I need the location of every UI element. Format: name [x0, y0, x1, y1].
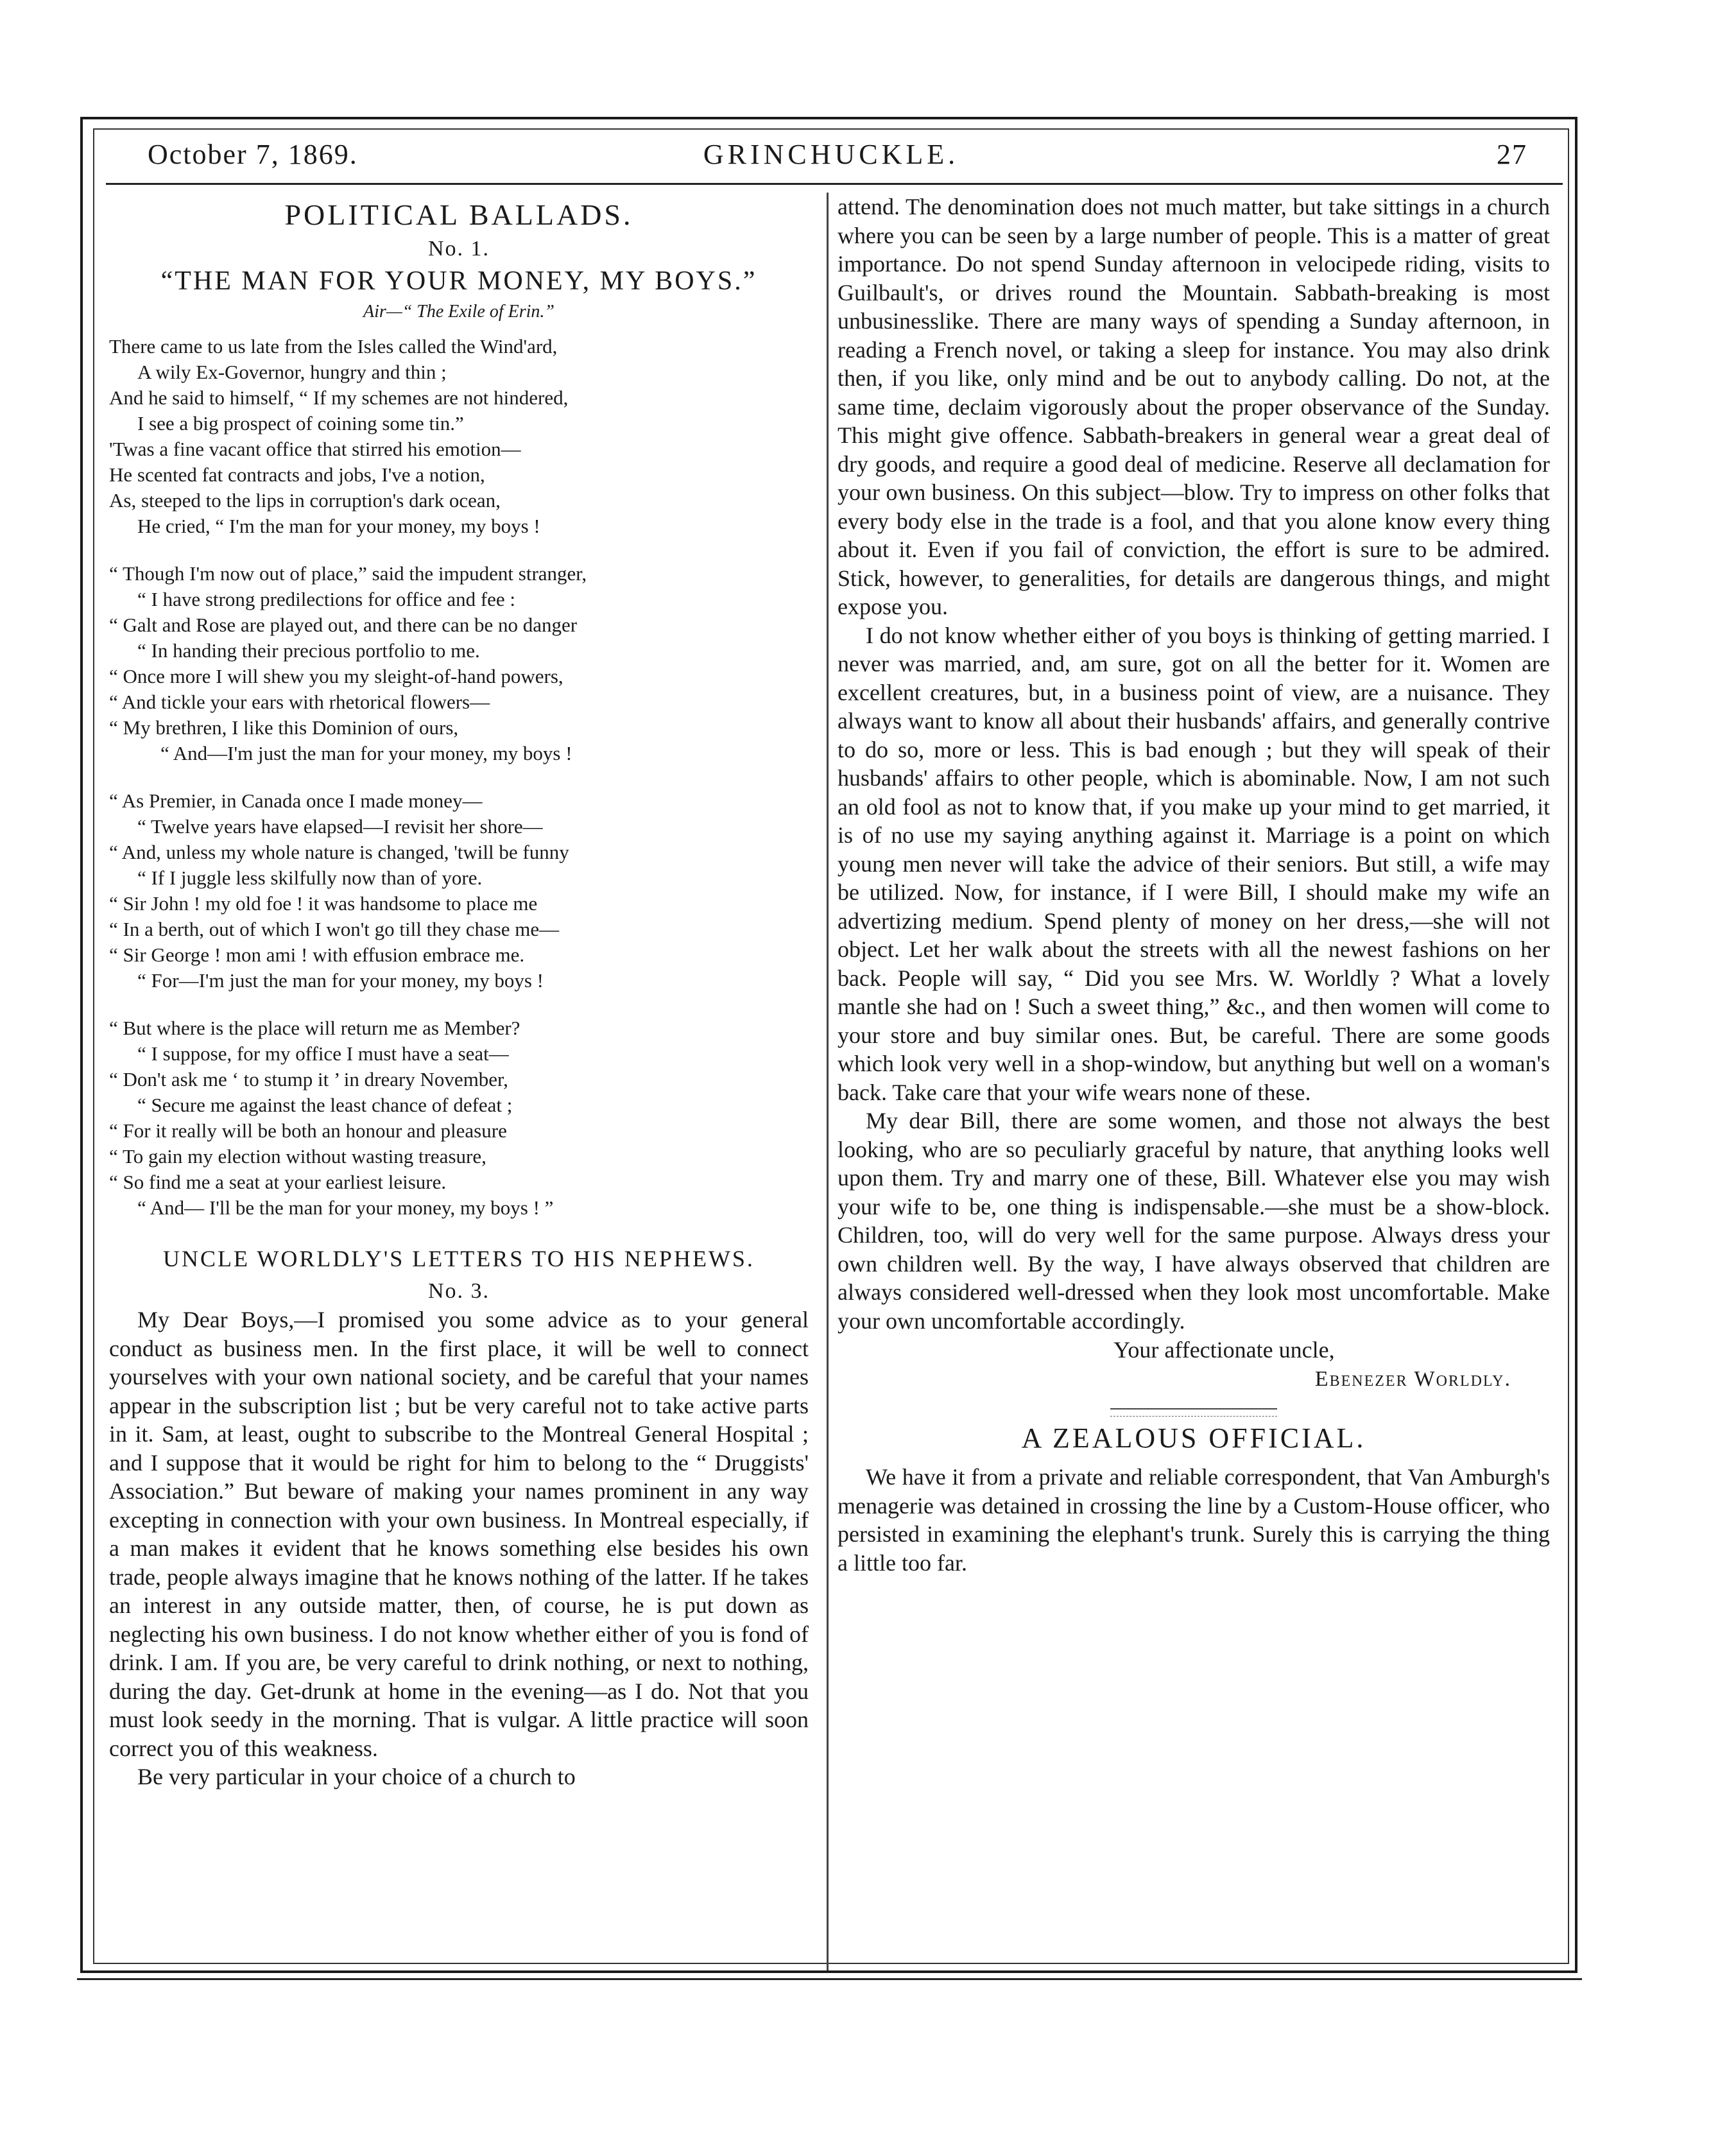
paragraph: Be very particular in your choice of a church to [137, 1764, 576, 1789]
verse-line: “ Don't ask me ‘ to stump it ’ in dreary November, [109, 1068, 508, 1090]
verse-line: “ Sir John ! my old foe ! it was handsome to place me [109, 892, 538, 915]
verse-line: There came to us late from the Isles called the Wind'ard, [109, 335, 558, 358]
paragraph: My dear Bill, there are some women, and those not always the best looking, who are so peculiarly graceful by nature, that anything looks well upon them. Try and marry one of these, Bill. Whatever else you may wish your wife to be, one thing is indispensable.—she must be a show-block. Children, too, will do very well for the same purpose. Always dress your own children well. By the way, I have always observed that children are always considered well-dressed when they look most uncomfortable. Make your own uncomfortable accordingly. [838, 1108, 1550, 1334]
verse-line: “ I have strong predilections for office and fee : [137, 588, 516, 610]
verse-line: “ If I juggle less skilfully now than of yore. [137, 866, 483, 889]
verse-line: “ For it really will be both an honour and pleasure [109, 1119, 507, 1142]
verse-line: As, steeped to the lips in corruption's dark ocean, [109, 489, 501, 512]
verse-line: “ Secure me against the least chance of defeat ; [137, 1094, 513, 1116]
ballad-subtitle: “THE MAN FOR YOUR MONEY, MY BOYS.” [160, 266, 757, 296]
verse-line: “ And tickle your ears with rhetorical flowers— [109, 691, 490, 713]
verse-line: “ But where is the place will return me as Member? [109, 1017, 520, 1039]
verse-line: 'Twas a fine vacant office that stirred his emotion— [109, 438, 521, 460]
verse-line: “ Once more I will shew you my sleight-of-hand powers, [109, 665, 563, 687]
stanza [109, 334, 809, 539]
masthead [116, 138, 1547, 177]
paragraph: We have it from a private and reliable correspondent, that Van Amburgh's menagerie was detained in crossing the line by a Custom-House officer, who persisted in examining the elephant's trunk. Surely this is carrying the thing a little too far. [838, 1464, 1550, 1576]
verse-line: “ In handing their precious portfolio to me. [137, 639, 480, 662]
verse-line: “ So find me a seat at your earliest leisure. [109, 1171, 447, 1193]
masthead-rule [106, 183, 1563, 185]
verse-line: “ Though I'm now out of place,” said the impudent stranger, [109, 562, 587, 585]
ballad-air: Air—“ The Exile of Erin.” [363, 302, 554, 322]
stanza [109, 788, 809, 994]
verse-line: And he said to himself, “ If my schemes are not hindered, [109, 386, 569, 409]
verse-line: “ And, unless my whole nature is changed, 'twill be funny [109, 841, 569, 863]
bottom-rule [77, 1978, 1582, 1980]
letter-body-left [109, 1306, 809, 1791]
verse-line: He scented fat contracts and jobs, I've a notion, [109, 463, 485, 486]
verse-line: “ In a berth, out of which I won't go till they chase me— [109, 918, 560, 940]
verse-line: “ I suppose, for my office I must have a seat— [137, 1042, 509, 1065]
ballad-number: No. 1. [427, 237, 490, 261]
verse-line: “ And— I'll be the man for your money, my boys ! ” [137, 1196, 554, 1219]
verse-line: He cried, “ I'm the man for your money, my boys ! [137, 515, 540, 537]
verse-line: “ And—I'm just the man for your money, my boys ! [160, 742, 572, 764]
letter-signature: Ebenezer Worldly. [1314, 1367, 1511, 1391]
left-column [109, 193, 809, 1791]
paragraph: I do not know whether either of you boys is thinking of getting married. I never was married, and, am sure, got on all the better for it. Women are excellent creatures, but, in a business point of view, are a nuisance. They always want to know all about their husbands' affairs, and generally contrive to do so, more or less. This is bad enough ; but they will speak of their husbands' affairs to other people, which is abominable. Now, I am not such an old fool as not to know that, if you make up your mind to get married, it is of no use my saying anything against it. Marriage is a point on which young men never will take the advice of their seniors. But still, a wife may be utilized. Now, for instance, if I were Bill, I should make my wife an advertizing medium. Spend plenty of money on her dress,—she will not object. Let her walk about the streets with all the newest fashions on her back. People will say, “ Did you see Mrs. W. Worldly ? What a lovely mantle she had on ! Such a sweet thing,” &c., and then women will come to your store and buy similar ones. But, be careful. There are some goods which look very well in a shop-window, but anything but well on a woman's back. Take care that your wife wears none of these. [838, 622, 1550, 1105]
verse-line: “ Twelve years have elapsed—I revisit her shore— [137, 815, 543, 838]
section-ornament [1110, 1408, 1277, 1417]
zealous-body [838, 1463, 1550, 1577]
masthead-title: GRINCHUCKLE. [703, 139, 959, 170]
letter-title: UNCLE WORLDLY'S LETTERS TO HIS NEPHEWS. [163, 1246, 755, 1271]
verse-line: A wily Ex-Governor, hungry and thin ; [137, 361, 447, 383]
right-column [838, 193, 1550, 1577]
letter-number: No. 3. [427, 1279, 490, 1303]
verse-line: “ Galt and Rose are played out, and there can be no danger [109, 614, 578, 636]
stanza [109, 1015, 809, 1221]
letter-closing: Your affectionate uncle, [1113, 1337, 1335, 1363]
paragraph: My Dear Boys,—I promised you some advice as to your general conduct as business men. In the first place, it will be well to connect yourselves with your own national society, and be careful that your names appear in the subscription list ; but be very careful not to take active parts in it. Sam, at least, ought to subscribe to the Montreal General Hospital ; and I suppose that it would be right for him to belong to the “ Druggists' Association.” But beware of making your names prominent in any way excepting in connection with your own business. In Montreal especially, if a man makes it evident that he knows something else besides his own trade, people always imagine that he knows nothing of the latter. If he takes an interest in any outside matter, then, of course, he is put down as neglecting his own business. I do not know whether either of you is fond of drink. I am. If you are, be very careful to drink nothing, or next to nothing, during the day. Get-drunk at home in the evening—as I do. Not that you must look seedy in the morning. That is vulgar. A little practice will soon correct you of this weakness. [109, 1307, 809, 1761]
verse-line: “ To gain my election without wasting treasure, [109, 1145, 486, 1168]
letter-body-right [838, 193, 1550, 1335]
verse-line: “ For—I'm just the man for your money, my boys ! [137, 969, 544, 992]
masthead-date: October 7, 1869. [148, 139, 358, 170]
column-divider [827, 193, 829, 1970]
zealous-title: A ZEALOUS OFFICIAL. [1021, 1422, 1366, 1454]
stanza [109, 561, 809, 766]
verse-line: “ My brethren, I like this Dominion of ours, [109, 716, 459, 739]
ballad-title: POLITICAL BALLADS. [284, 198, 633, 231]
verse-line: I see a big prospect of coining some tin.” [137, 412, 464, 435]
page-number: 27 [1497, 139, 1527, 170]
paragraph: attend. The denomination does not much matter, but take sittings in a church where you can be seen by a large number of people. This is a matter of great importance. Do not spend Sunday afternoon in velocipede riding, visits to Guilbault's, or drives round the Mountain. Sabbath-breaking is most unbusinesslike. There are many ways of spending a Sunday afternoon, in reading a French novel, or taking a sleep for instance. You may also drink then, if you like, only mind and be out to anybody calling. Do not, at the same time, declaim vigorously about the proper observance of the Sunday. This might give offence. Sabbath-breakers in general wear a great deal of dry goods, and require a good deal of medicine. Reserve all declamation for your own business. On this subject—blow. Try to impress on other folks that every body else in the trade is a fool, and that you alone know every thing about it. Even if you fail of conviction, the effort is sure to be admired. Stick, however, to generalities, for details are dangerous things, and might expose you. [838, 194, 1550, 619]
verse-line: “ Sir George ! mon ami ! with effusion embrace me. [109, 944, 525, 966]
verse-line: “ As Premier, in Canada once I made money— [109, 789, 483, 812]
